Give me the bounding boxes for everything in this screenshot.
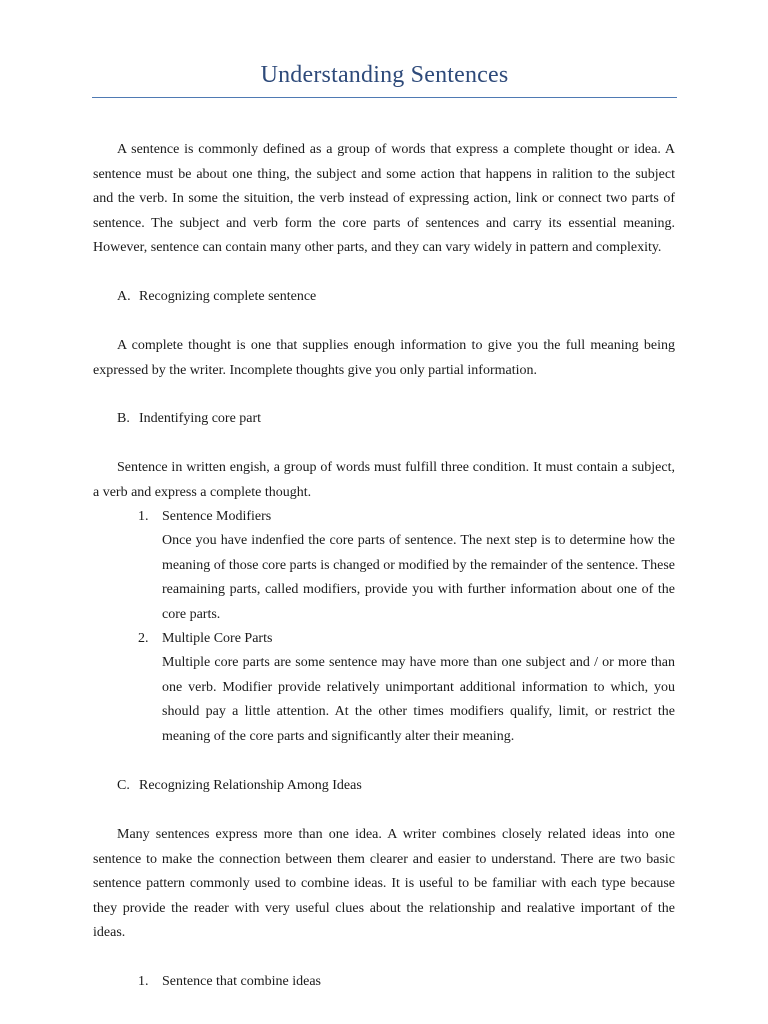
list-item-title xyxy=(138,627,675,652)
section-b-paragraph: Sentence in written engish, a group of words must fulfill three condition. It must contain a subject, a verb and express a complete thought. xyxy=(93,460,675,500)
list-item-number: 1. xyxy=(138,974,149,989)
list-item-label: Sentence that combine ideas xyxy=(162,974,321,989)
section-c-heading xyxy=(117,774,362,799)
list-item-title xyxy=(138,970,675,995)
title-underline xyxy=(92,97,677,98)
list-item-title xyxy=(138,505,675,530)
list-item-number: 2. xyxy=(138,631,149,646)
section-b-heading xyxy=(117,407,261,432)
list-item-label: Multiple Core Parts xyxy=(162,631,273,646)
section-a-marker: A. xyxy=(117,289,131,304)
list-item-body: Once you have indenfied the core parts of sentence. The next step is to determine how the meaning of those core parts is changed or modified by the remainder of the sentence. These reamaining parts, called modifiers, provide you with further information about one of the core parts. xyxy=(162,533,675,622)
intro-paragraph: A sentence is commonly defined as a group of words that express a complete thought or idea. A sentence must be about one thing, the subject and some action that happens in ralition to the subject and the verb. In some the situition, the verb instead of expressing action, link or connect two parts of sentence. The subject and verb form the core parts of sentences and carry its essential meaning. However, sentence can contain many other parts, and they can vary widely in pattern and complexity. xyxy=(93,142,675,255)
page-title: Understanding Sentences xyxy=(260,62,509,88)
section-c-title: Recognizing Relationship Among Ideas xyxy=(139,778,362,793)
section-b-marker: B. xyxy=(117,411,130,426)
section-b-title: Indentifying core part xyxy=(139,411,262,426)
section-c-paragraph: Many sentences express more than one idea. A writer combines closely related ideas into one sentence to make the connection between them clearer and easier to understand. There are two basic sentence pattern commonly used to combine ideas. It is useful to be familiar with each type because they provide the reader with very useful clues about the relationship and realative important of the ideas. xyxy=(93,827,675,940)
list-item-body: Multiple core parts are some sentence may have more than one subject and / or more than one verb. Modifier provide relatively unimportant additional information to which, you should pay a little attention. At the other times modifiers qualify, limit, or restrict the meaning of the core parts and significantly alter their meaning. xyxy=(162,655,675,744)
list-item-label: Sentence Modifiers xyxy=(162,509,272,524)
list-item-number: 1. xyxy=(138,509,149,524)
section-a-title: Recognizing complete sentence xyxy=(139,289,317,304)
section-a-heading xyxy=(117,285,316,310)
section-c-marker: C. xyxy=(117,778,130,793)
section-a-paragraph: A complete thought is one that supplies enough information to give you the full meaning being expressed by the writer. Incomplete thoughts give you only partial information. xyxy=(93,338,675,378)
